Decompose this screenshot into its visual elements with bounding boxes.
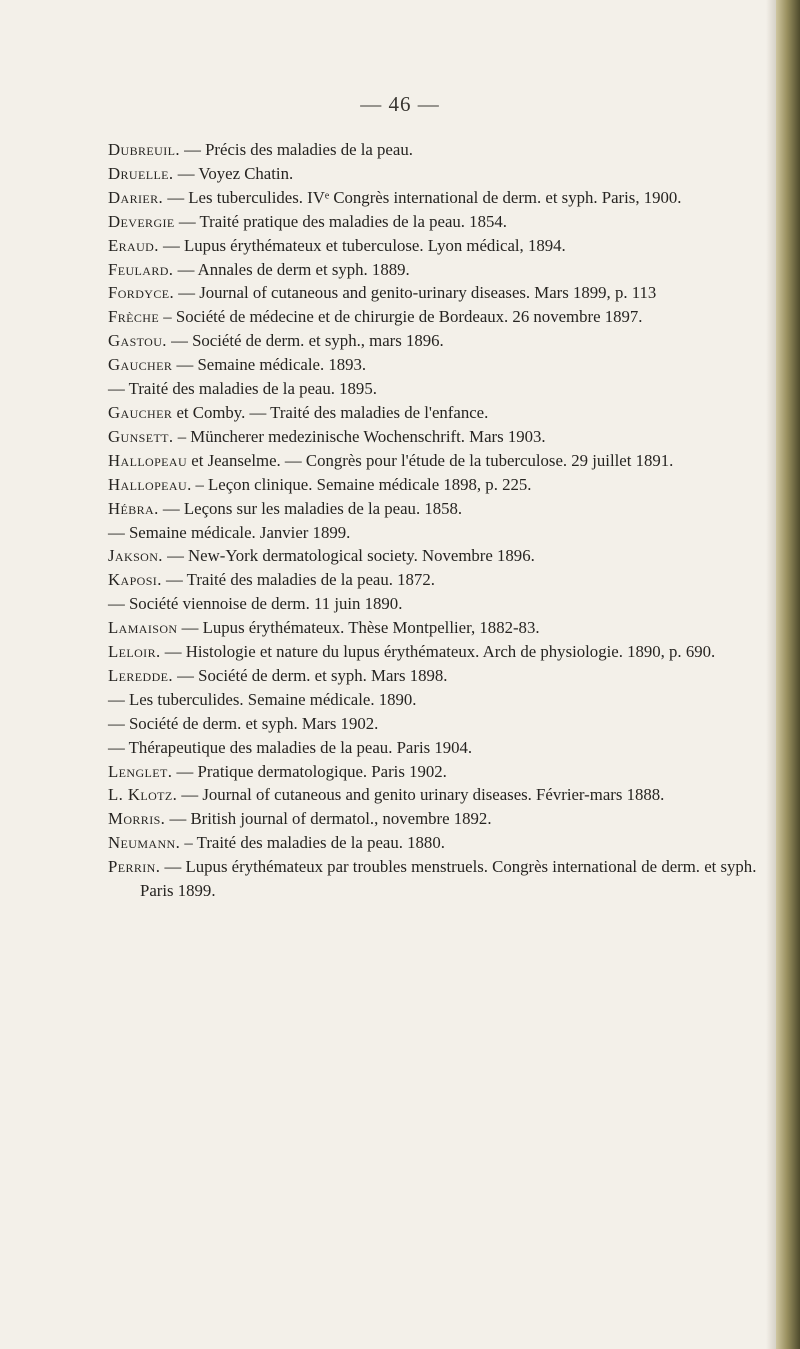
entry-text: – Müncherer medezinische Wochenschrift. Mars 1903.: [173, 426, 546, 446]
bibliography-entry: [108, 473, 763, 497]
bibliography-entry: [108, 186, 763, 210]
page-binding-shadow: [766, 0, 776, 1349]
entry-text: — Société de derm. et syph. Mars 1898.: [172, 665, 448, 685]
bibliography-entry: [108, 329, 763, 353]
entry-text: — Semaine médicale. Janvier 1899.: [108, 522, 351, 542]
entry-text: — Traité des maladies de la peau. 1872.: [161, 570, 435, 590]
bibliography-entry: [108, 831, 763, 855]
bibliography-entry: [108, 401, 763, 425]
bibliography-entry: [108, 712, 763, 736]
entry-author: Gunsett.: [108, 426, 174, 446]
entry-text: — New-York dermatological society. Novembre 1896.: [162, 546, 535, 566]
entry-text: et Comby. — Traité des maladies de l'enfance.: [172, 402, 489, 422]
bibliography-entry: [108, 592, 763, 616]
bibliography-entry: [108, 688, 763, 712]
entry-author: Dubreuil.: [108, 140, 180, 159]
entry-text: — Lupus érythémateux et tuberculose. Lyon médical, 1894.: [158, 235, 566, 255]
entry-text: — Société viennoise de derm. 11 juin 1890.: [108, 594, 403, 614]
entry-author: Gastou.: [108, 331, 167, 351]
bibliography-entry: [108, 568, 763, 592]
entry-author: Perrin.: [108, 857, 161, 877]
entry-text: — Lupus érythémateux par troubles menstruels. Congrès international de derm. et syph. Paris 1899.: [140, 857, 757, 901]
entry-author: Lamaison: [108, 618, 178, 638]
bibliography-list: [108, 138, 763, 903]
entry-author: Morris.: [108, 809, 166, 829]
bibliography-entry: [108, 210, 763, 234]
bibliography-entry: [108, 855, 763, 903]
bibliography-entry: [108, 783, 763, 807]
entry-author: Hallopeau: [108, 450, 188, 470]
entry-text: . – Leçon clinique. Semaine médicale 1898, p. 225.: [187, 474, 532, 494]
entry-text: — Leçons sur les maladies de la peau. 1858.: [158, 498, 463, 518]
bibliography-entry: [108, 281, 763, 305]
entry-author: Hébra.: [108, 498, 159, 518]
bibliography-entry: [108, 640, 763, 664]
entry-author: Frèche: [108, 307, 160, 327]
entry-text: — Société de derm. et syph., mars 1896.: [166, 331, 444, 351]
entry-author: Darier.: [108, 187, 164, 207]
bibliography-entry: [108, 305, 763, 329]
bibliography-entry: [108, 760, 763, 784]
bibliography-entry: [108, 449, 763, 473]
entry-author: Gaucher: [108, 402, 173, 422]
entry-text: — Société de derm. et syph. Mars 1902.: [108, 713, 379, 733]
entry-text: — Semaine médicale. 1893.: [172, 355, 367, 375]
bibliography-entry: [108, 353, 763, 377]
entry-author: Feulard.: [108, 259, 174, 279]
entry-text: — Lupus érythémateux. Thèse Montpellier, 1882-83.: [177, 618, 540, 638]
entry-text: — Pratique dermatologique. Paris 1902.: [172, 761, 447, 781]
bibliography-entry: [108, 425, 763, 449]
entry-text: — Thérapeutique des maladies de la peau. Paris 1904.: [108, 737, 473, 757]
entry-author: Lenglet.: [108, 761, 173, 781]
entry-text: — Journal of cutaneous and genito urinary diseases. Février-mars 1888.: [177, 785, 665, 805]
entry-author: Kaposi.: [108, 570, 162, 590]
page-binding-edge: [776, 0, 800, 1349]
entry-text: — Précis des maladies de la peau.: [179, 140, 413, 159]
entry-author: Leloir.: [108, 642, 161, 662]
entry-author: Eraud.: [108, 235, 159, 255]
entry-text: et Jeanselme. — Congrès pour l'étude de la tuberculose. 29 juillet 1891.: [187, 450, 674, 470]
entry-author: Leredde.: [108, 665, 173, 685]
bibliography-entry: [108, 521, 763, 545]
entry-author: Druelle.: [108, 163, 174, 183]
entry-text: — Les tuberculides. IVᵉ Congrès international de derm. et syph. Paris, 1900.: [163, 187, 682, 207]
entry-text: — Voyez Chatin.: [173, 163, 294, 183]
entry-author: Devergie: [108, 211, 175, 231]
entry-text: — Traité pratique des maladies de la peau. 1854.: [174, 211, 507, 231]
bibliography-entry: [108, 497, 763, 521]
entry-text: – Traité des maladies de la peau. 1880.: [180, 833, 445, 853]
entry-text: — Traité des maladies de la peau. 1895.: [108, 379, 377, 399]
entry-text: — Annales de derm et syph. 1889.: [173, 259, 410, 279]
entry-author: L. Klotz.: [108, 785, 178, 805]
entry-author: Neumann.: [108, 833, 181, 853]
bibliography-entry: [108, 162, 763, 186]
entry-author: Jakson.: [108, 546, 163, 566]
entry-author: Fordyce.: [108, 283, 175, 303]
bibliography-entry: [108, 258, 763, 282]
bibliography-entry: [108, 616, 763, 640]
entry-text: — British journal of dermatol., novembre 1892.: [165, 809, 492, 829]
page-number: — 46 —: [360, 92, 440, 116]
entry-text: — Histologie et nature du lupus érythémateux. Arch de physiologie. 1890, p. 690.: [160, 642, 716, 662]
bibliography-entry: [108, 807, 763, 831]
bibliography-entry: [108, 664, 763, 688]
bibliography-entry: [108, 234, 763, 258]
bibliography-entry: [108, 544, 763, 568]
entry-author: Hallopeau: [108, 474, 188, 494]
bibliography-entry: [108, 377, 763, 401]
entry-text: — Les tuberculides. Semaine médicale. 1890.: [108, 689, 417, 709]
entry-text: – Société de médecine et de chirurgie de Bordeaux. 26 novembre 1897.: [159, 307, 643, 327]
entry-author: Gaucher: [108, 355, 173, 375]
entry-text: — Journal of cutaneous and genito-urinary diseases. Mars 1899, p. 113: [174, 283, 657, 303]
bibliography-entry: [108, 138, 763, 162]
bibliography-entry: [108, 736, 763, 760]
